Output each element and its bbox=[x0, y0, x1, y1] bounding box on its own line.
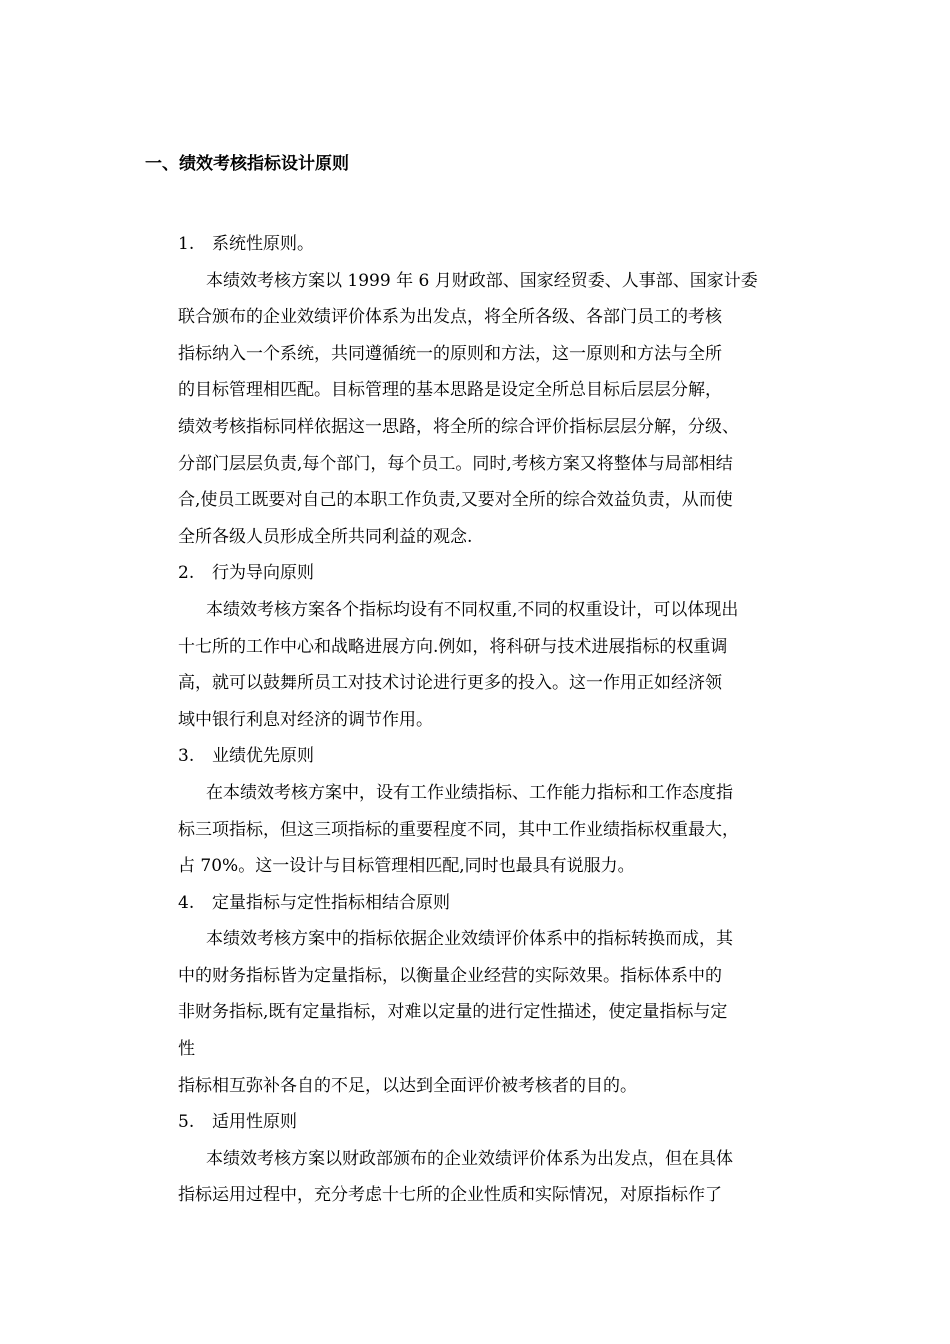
paragraph-line: 在本绩效考核方案中，设有工作业绩指标、工作能力指标和工作态度指 bbox=[206, 782, 733, 803]
section-heading bbox=[178, 226, 828, 263]
section-heading bbox=[178, 885, 828, 922]
section-heading-text: 定量指标与定性指标相结合原则 bbox=[212, 892, 450, 913]
paragraph-line: 中的财务指标皆为定量指标，以衡量企业经营的实际效果。指标体系中的 bbox=[178, 965, 722, 986]
paragraph-line: 占 70%。这一设计与目标管理相匹配,同时也最具有说服力。 bbox=[178, 856, 635, 877]
section-heading bbox=[178, 738, 828, 775]
paragraph-line: 的目标管理相匹配。目标管理的基本思路是设定全所总目标后层层分解， bbox=[178, 380, 722, 401]
paragraph-line: 标三项指标，但这三项指标的重要程度不同，其中工作业绩指标权重最大， bbox=[178, 819, 739, 840]
paragraph-line: 指标相互弥补各自的不足，以达到全面评价被考核者的目的。 bbox=[178, 1075, 637, 1096]
paragraph-line: 分部门层层负责,每个部门，每个员工。同时,考核方案又将整体与局部相结 bbox=[178, 453, 733, 474]
paragraph-line: 十七所的工作中心和战略进展方向.例如，将科研与技术进展指标的权重调 bbox=[178, 636, 728, 657]
section-number: 2. bbox=[178, 563, 195, 584]
section-heading-text: 适用性原则 bbox=[212, 1112, 297, 1133]
paragraph-line: 绩效考核指标同样依据这一思路，将全所的综合评价指标层层分解，分级、 bbox=[178, 416, 739, 437]
section-heading-text: 行为导向原则 bbox=[212, 563, 314, 584]
section-heading bbox=[178, 555, 828, 592]
paragraph-line: 性 bbox=[178, 1039, 195, 1060]
paragraph-line: 全所各级人员形成全所共同利益的观念. bbox=[178, 526, 473, 547]
section-number: 4. bbox=[178, 892, 195, 913]
paragraph-line: 高，就可以鼓舞所员工对技术讨论进行更多的投入。这一作用正如经济领 bbox=[178, 673, 722, 694]
section-number: 1. bbox=[178, 234, 195, 254]
paragraph-line: 域中银行利息对经济的调节作用。 bbox=[178, 709, 433, 730]
paragraph-line: 本绩效考核方案以财政部颁布的企业效绩评价体系为出发点，但在具体 bbox=[206, 1148, 733, 1169]
section-heading bbox=[178, 1104, 828, 1141]
section-heading-text: 业绩优先原则 bbox=[212, 746, 314, 767]
paragraph-line: 指标纳入一个系统，共同遵循统一的原则和方法，这一原则和方法与全所 bbox=[178, 343, 722, 364]
paragraph-line: 合,使员工既要对自己的本职工作负责,又要对全所的综合效益负责，从而使 bbox=[178, 490, 733, 511]
section-number: 5. bbox=[178, 1112, 195, 1133]
paragraph-line: 本绩效考核方案以 1999 年 6 月财政部、国家经贸委、人事部、国家计委 bbox=[206, 270, 758, 291]
paragraph-line: 联合颁布的企业效绩评价体系为出发点，将全所各级、各部门员工的考核 bbox=[178, 307, 722, 328]
paragraph-line: 指标运用过程中，充分考虑十七所的企业性质和实际情况，对原指标作了 bbox=[178, 1185, 722, 1206]
paragraph-line: 本绩效考核方案中的指标依据企业效绩评价体系中的指标转换而成，其 bbox=[206, 929, 733, 950]
paragraph-line: 非财务指标,既有定量指标，对难以定量的进行定性描述，使定量指标与定 bbox=[178, 1002, 728, 1023]
paragraph-line: 本绩效考核方案各个指标均设有不同权重,不同的权重设计，可以体现出 bbox=[206, 599, 739, 620]
document-body bbox=[178, 226, 828, 1214]
document-title: 一、绩效考核指标设计原则 bbox=[145, 154, 349, 174]
section-number: 3. bbox=[178, 746, 195, 767]
section-heading-text: 系统性原则。 bbox=[212, 234, 314, 254]
